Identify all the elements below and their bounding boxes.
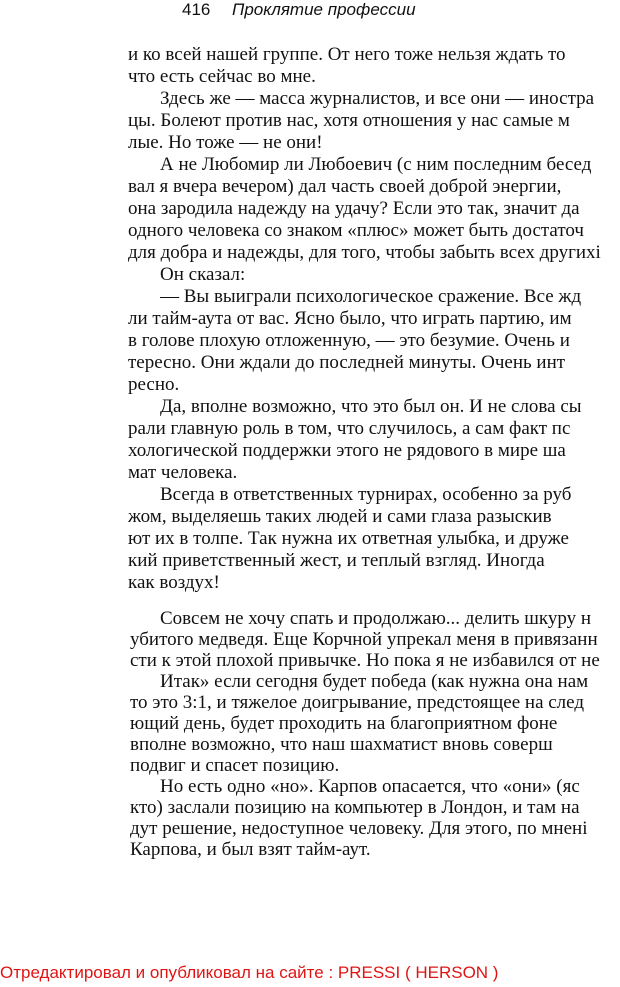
page-header xyxy=(0,0,620,20)
text-line: Всегда в ответственных турнирах, особенно за руб xyxy=(160,484,572,505)
text-line: кто) заслали позицию на компьютер в Лондон, и там на xyxy=(130,797,580,818)
running-title: Проклятие профессии xyxy=(232,0,416,19)
body-text-section-2 xyxy=(0,608,620,868)
text-line: мат человека. xyxy=(128,462,238,483)
text-line: убитого медведя. Еще Корчной упрекал меня в привязанн xyxy=(130,629,598,650)
text-line: подвиг и спасет позицию. xyxy=(130,755,340,776)
text-line: ющий день, будет проходить на благоприятном фоне xyxy=(130,713,558,734)
text-line: как воздух! xyxy=(128,572,220,593)
text-line: Но есть одно «но». Карпов опасается, что «они» (яс xyxy=(160,776,580,797)
text-line: и ко всей нашей группе. От него тоже нельзя ждать то xyxy=(128,44,566,65)
text-line: Карпова, и был взят тайм-аут. xyxy=(130,839,371,860)
text-line: хологической поддержки этого не рядового в мире ша xyxy=(128,440,566,461)
text-line: Здесь же — масса журналистов, и все они — иностра xyxy=(160,88,595,109)
text-line: Он сказал: xyxy=(160,264,246,285)
text-line: она зародила надежду на удачу? Если это так, значит да xyxy=(128,198,580,219)
text-line: для добра и надежды, для того, чтобы забыть всех другихі xyxy=(128,242,601,263)
text-line: ресно. xyxy=(128,374,180,395)
text-line: — Вы выиграли психологическое сражение. Все жд xyxy=(160,286,582,307)
text-line: одного человека со знаком «плюс» может быть достаточ xyxy=(128,220,584,241)
text-line: цы. Болеют против нас, хотя отношения у нас самые м xyxy=(128,110,570,131)
text-line: дут решение, недоступное человеку. Для этого, по мнені xyxy=(130,818,588,839)
text-line: что есть сейчас во мне. xyxy=(128,66,316,87)
text-line: Совсем не хочу спать и продолжаю... делить шкуру н xyxy=(160,608,592,629)
text-line: тересно. Они ждали до последней минуты. Очень инт xyxy=(128,352,566,373)
body-text-section-1 xyxy=(0,44,620,614)
text-line: сти к этой плохой привычке. Но пока я не избавился от не xyxy=(130,650,600,671)
text-line: вал я вчера вечером) дал часть своей доброй энергии, xyxy=(128,176,562,197)
text-line: Итак» если сегодня будет победа (как нужна она нам xyxy=(160,671,589,692)
text-line: кий приветственный жест, и теплый взгляд. Иногда xyxy=(128,550,545,571)
text-line: Да, вполне возможно, что это был он. И не слова сы xyxy=(160,396,582,417)
text-line: рали главную роль в том, что случилось, а сам факт пс xyxy=(128,418,571,439)
text-line: ли тайм-аута от вас. Ясно было, что играть партию, им xyxy=(128,308,572,329)
publisher-footer: Отредактировал и опубликовал на сайте : PRESSI ( HERSON ) xyxy=(0,963,499,982)
text-line: ют их в толпе. Так нужна их ответная улыбка, и друже xyxy=(128,528,569,549)
text-line: жом, выделяешь таких людей и сами глаза разыскив xyxy=(128,506,552,527)
text-line: в голове плохую отложенную, — это безумие. Очень и xyxy=(128,330,570,351)
text-line: вполне возможно, что наш шахматист вновь соверш xyxy=(130,734,553,755)
text-line: лые. Но тоже — не они! xyxy=(128,132,323,153)
text-line: то это 3:1, и тяжелое доигрывание, предстоящее на след xyxy=(130,692,585,713)
page-number: 416 xyxy=(182,0,211,19)
text-line: А не Любомир ли Любоевич (с ним последним бесед xyxy=(160,154,592,175)
